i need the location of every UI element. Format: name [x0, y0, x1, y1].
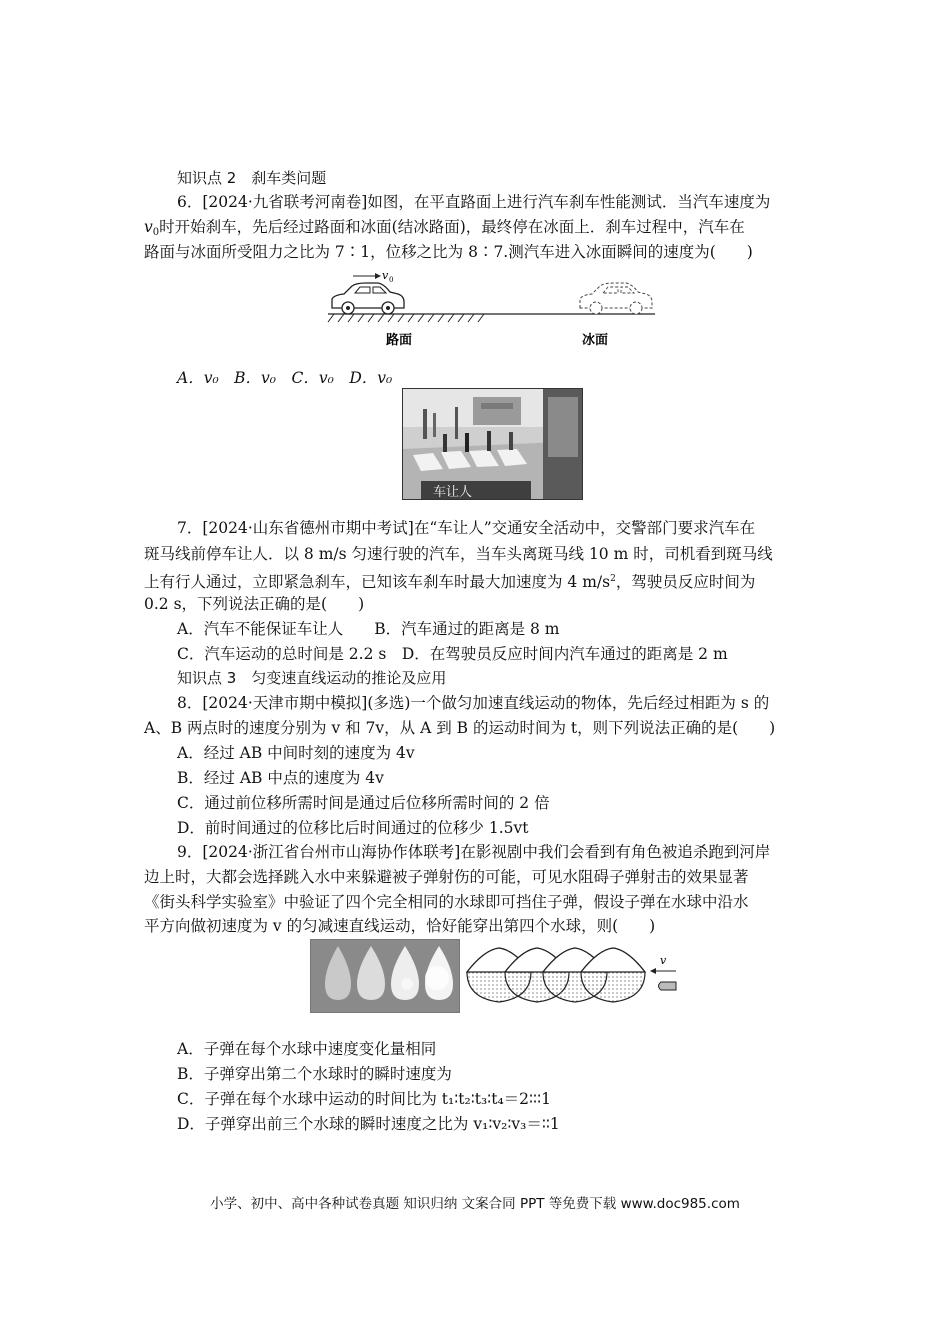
q8-option-b: B．经过 AB 中点的速度为 4v — [177, 769, 384, 787]
section-heading-kp3: 知识点 3 匀变速直线运动的推论及应用 — [177, 669, 447, 687]
road-label: 路面 — [386, 333, 413, 348]
q8-option-a: A．经过 AB 中间时刻的速度为 4v — [177, 744, 415, 762]
fig-v0-label: v — [382, 269, 389, 282]
crosswalk-photo — [402, 388, 583, 500]
q7-line-3 — [144, 568, 755, 593]
q7-line-2: 斑马线前停车让人．以 8 m/s 匀速行驶的汽车，当车头离斑马线 10 m 时，司机看到斑马线 — [144, 545, 773, 563]
q6-line-2 — [144, 216, 745, 244]
q7-options-ab: A．汽车不能保证车让人 B．汽车通过的距离是 8 m — [177, 620, 560, 638]
water-balls-diagram — [464, 944, 689, 1010]
ice-label: 冰面 — [582, 333, 609, 348]
bullet-arrowhead — [650, 968, 656, 974]
bullet-icon — [659, 982, 677, 990]
crosswalk-sign-text: 车让人 — [433, 485, 473, 499]
q9-line-2: 边上时，大都会选择跳入水中来躲避被子弹射伤的可能，可见水阻碍子弹射击的效果显著 — [144, 868, 749, 886]
q9-option-d: D．子弹穿出前三个水球的瞬时速度之比为 v₁∶v₂∶v₃＝∶∶1 — [177, 1115, 560, 1133]
q9-option-b: B．子弹穿出第二个水球时的瞬时速度为 — [177, 1065, 452, 1083]
crosswalk-photo-art — [403, 389, 582, 499]
q7-unit-superscript: 2 — [610, 574, 616, 584]
road-hatching — [328, 314, 484, 322]
q6-line-1: 6．[2024·九省联考河南卷]如图，在平直路面上进行汽车刹车性能测试．当汽车速度为 — [177, 193, 771, 211]
q8-line-1: 8．[2024·天津市期中模拟](多选)一个做匀加速直线运动的物体，先后经过相距为 s 的 — [177, 694, 770, 712]
q6-v0-subscript: 0 — [152, 227, 160, 238]
q7-options-cd: C．汽车运动的总时间是 2.2 s D．在驾驶员反应时间内汽车通过的距离是 2 m — [177, 645, 728, 663]
q7-line-4: 0.2 s，下列说法正确的是( ) — [144, 595, 365, 613]
solid-car-icon — [332, 283, 404, 314]
q8-option-d: D．前时间通过的位移比后时间通过的位移少 1.5vt — [177, 819, 529, 837]
q9-option-a: A．子弹在每个水球中速度变化量相同 — [177, 1040, 437, 1058]
q9-line-3: 《街头科学实验室》中验证了四个完全相同的水球即可挡住子弹，假设子弹在水球中沿水 — [144, 893, 749, 911]
q7-line-3-b: ，驾驶员反应时间为 — [615, 573, 756, 591]
q9-line-4: 平方向做初速度为 v 的匀减速直线运动，恰好能穿出第四个水球，则( ) — [144, 917, 656, 935]
q6-options: A．v₀ B．v₀ C．v₀ D．v₀ — [177, 369, 393, 387]
section-heading-kp2: 知识点 2 刹车类问题 — [177, 169, 327, 187]
q8-line-2: A、B 两点时的速度分别为 v 和 7v，从 A 到 B 的运动时间为 t，则下列说法正确的是( ) — [144, 719, 776, 737]
water-balloon-photo — [310, 939, 460, 1013]
dashed-car-icon — [580, 283, 652, 314]
car-braking-figure — [320, 266, 660, 358]
q9-line-1: 9．[2024·浙江省台州市山海协作体联考]在影视剧中我们会看到有角色被追杀跑到河岸 — [177, 843, 771, 861]
q7-line-3-a: 上有行人通过，立即紧急刹车，已知该车刹车时最大加速度为 4 m/s — [144, 573, 611, 591]
q6-line-2-text: 时开始刹车，先后经过路面和冰面(结冰路面)，最终停在冰面上．刹车过程中，汽车在 — [159, 218, 745, 236]
q6-line-3: 路面与冰面所受阻力之比为 7∶1，位移之比为 8∶7.测汽车进入冰面瞬间的速度为( ) — [144, 243, 753, 261]
q9-option-c: C．子弹在每个水球中运动的时间比为 t₁∶t₂∶t₃∶t₄＝2∶∶∶1 — [177, 1090, 551, 1108]
q8-option-c: C．通过前位移所需时间是通过后位移所需时间的 2 倍 — [177, 794, 550, 812]
q6-v0-symbol: v — [144, 218, 153, 236]
bullet-velocity-label: v — [660, 954, 667, 967]
page-footer: 小学、初中、高中各种试卷真题 知识归纳 文案合同 PPT 等免费下载 www.doc985.com — [210, 1196, 740, 1212]
water-balloon-photo-art — [311, 940, 459, 1012]
fig-v0-subscript: 0 — [389, 276, 394, 284]
q7-line-1: 7．[2024·山东省德州市期中考试]在“车让人”交通安全活动中，交警部门要求汽车在 — [177, 519, 756, 537]
